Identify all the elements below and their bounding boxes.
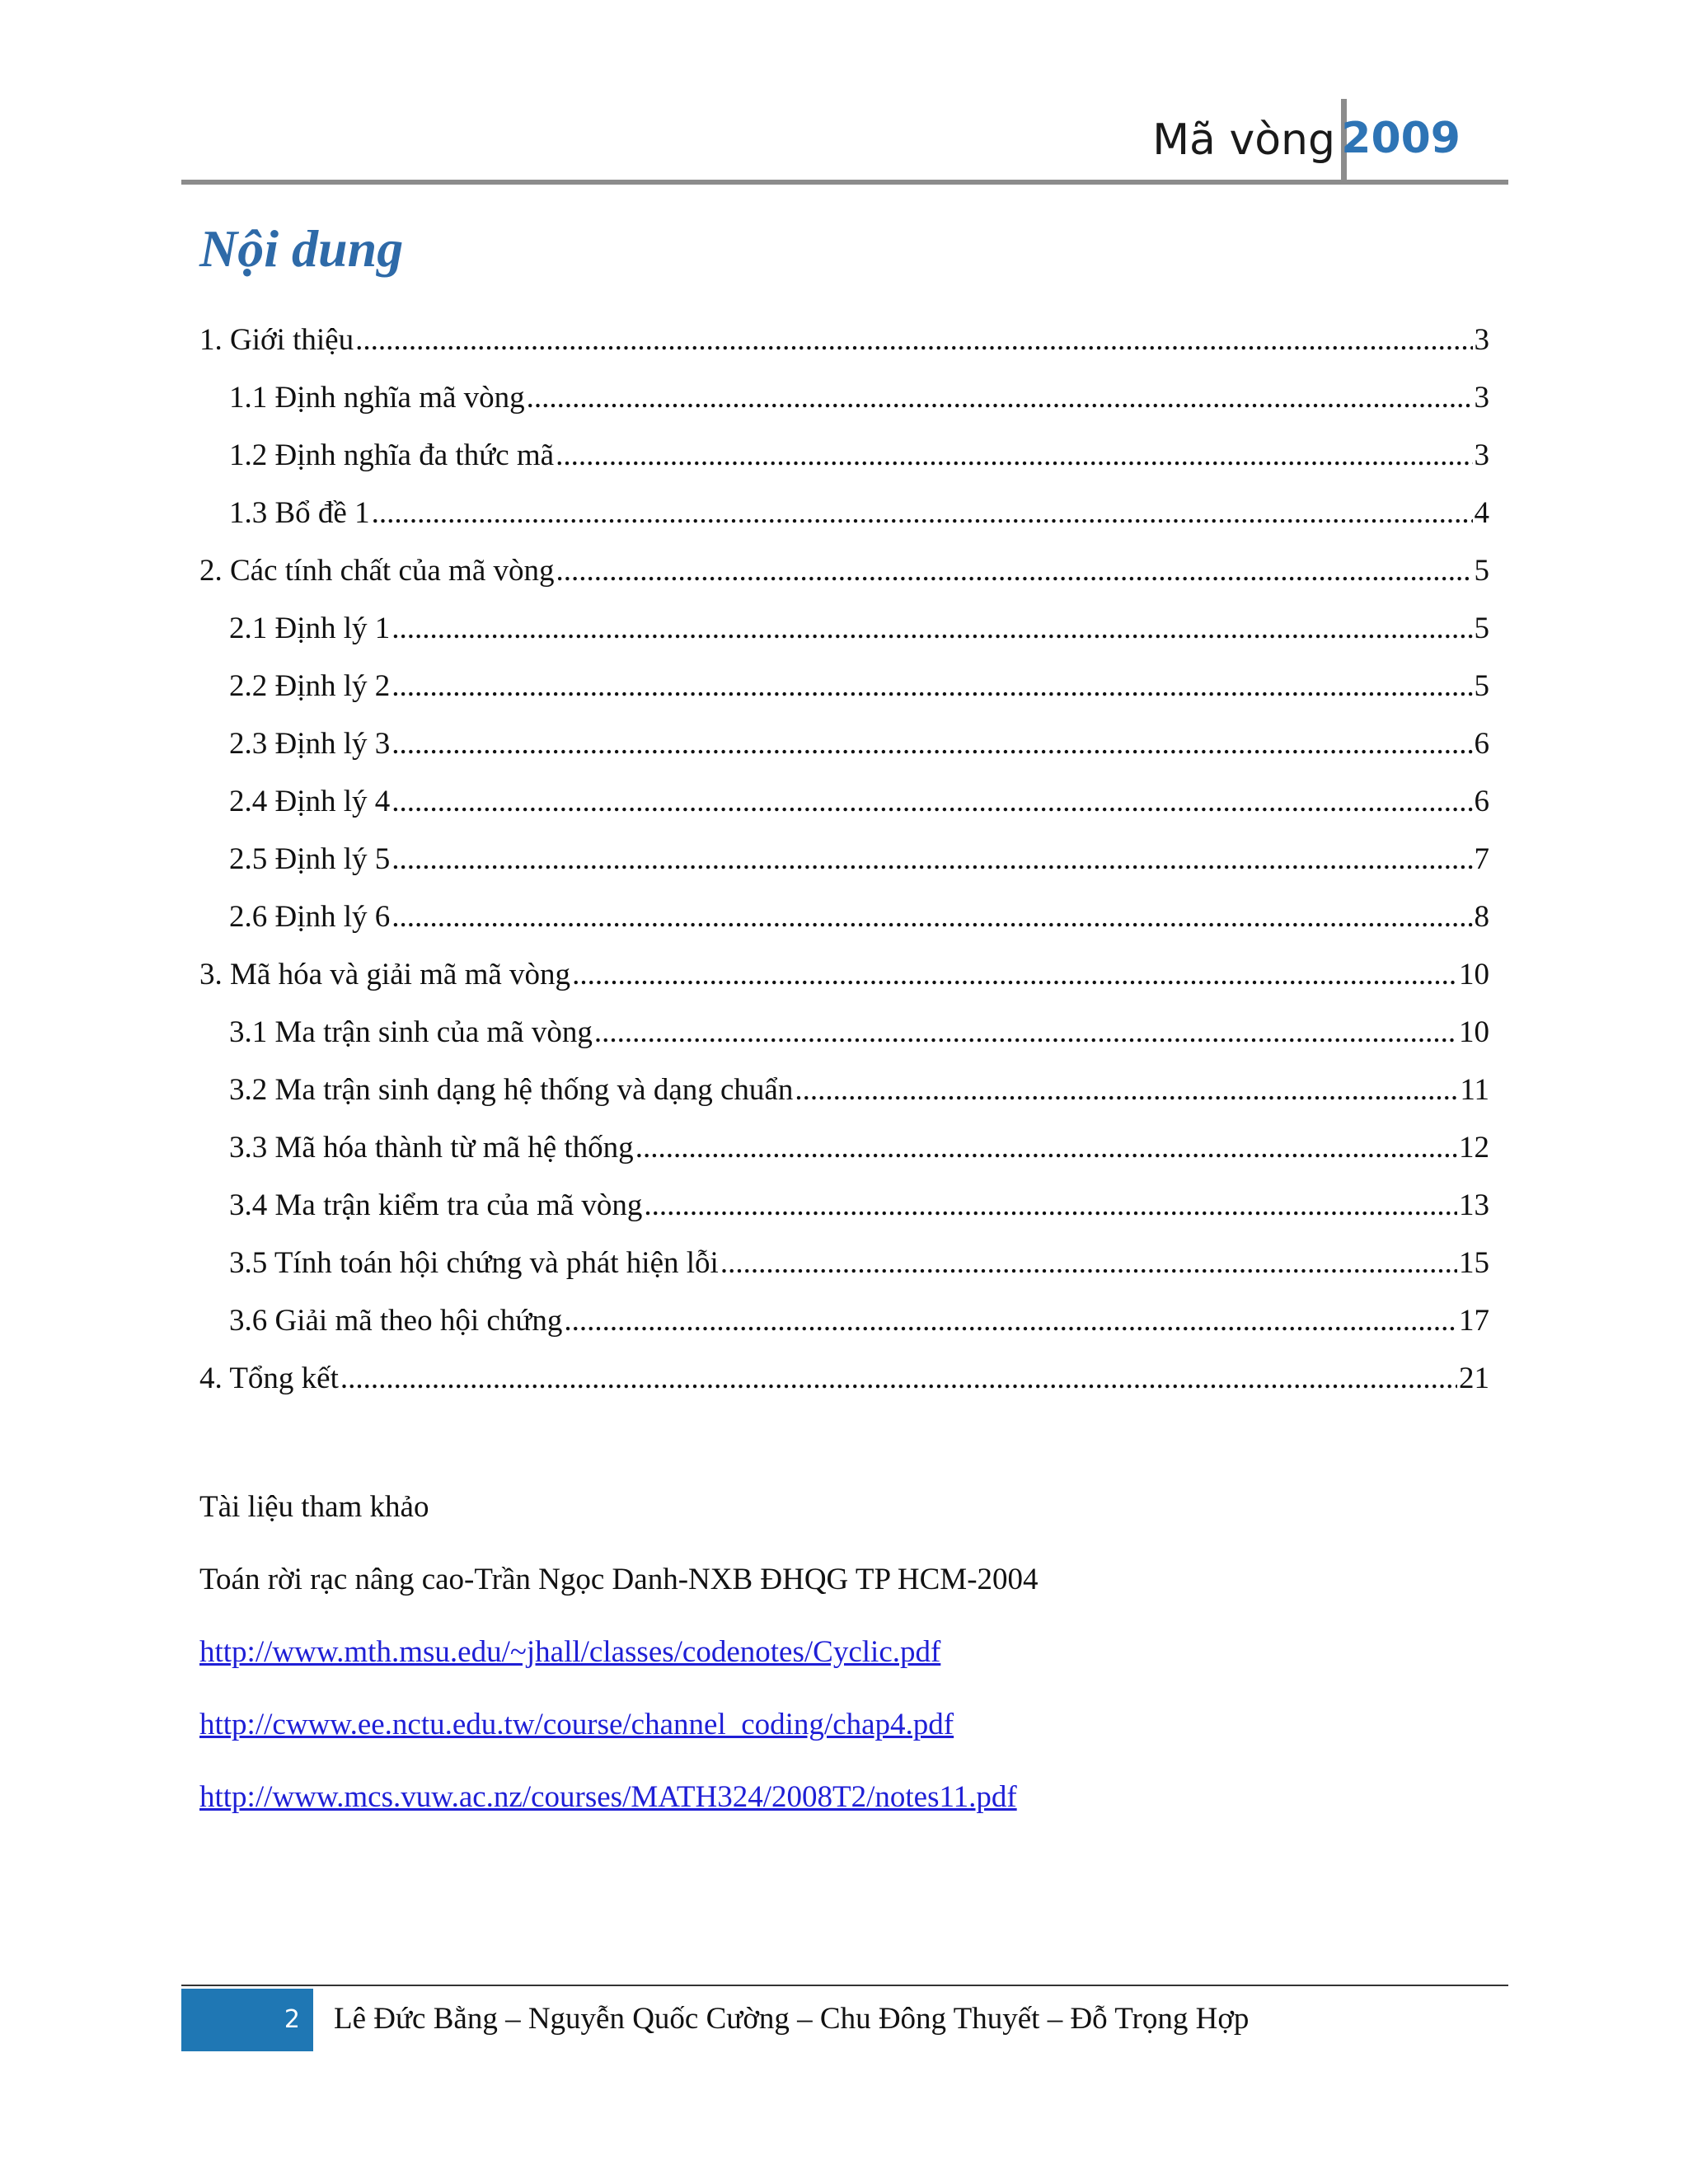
toc-entry-label: 2.1 Định lý 1 — [229, 612, 391, 645]
toc-entry[interactable] — [199, 485, 1489, 542]
toc-entry[interactable] — [199, 1062, 1489, 1119]
toc-entry-label: 3.4 Ma trận kiểm tra của mã vòng — [229, 1188, 643, 1222]
toc-entry-page: 15 — [1459, 1246, 1489, 1280]
table-of-contents — [199, 312, 1489, 1408]
toc-leader-dots — [340, 1350, 1457, 1408]
toc-entry-page: 21 — [1459, 1361, 1489, 1395]
toc-entry-page: 3 — [1474, 323, 1489, 357]
header-rule — [181, 180, 1508, 185]
toc-entry[interactable] — [199, 658, 1489, 715]
toc-entry[interactable] — [199, 1350, 1489, 1408]
toc-entry-label: 3.3 Mã hóa thành từ mã hệ thống — [229, 1131, 634, 1165]
toc-entry-page: 12 — [1459, 1131, 1489, 1165]
toc-entry-page: 5 — [1474, 554, 1489, 588]
toc-entry-label: 3.6 Giải mã theo hội chứng — [229, 1304, 563, 1338]
toc-leader-dots — [564, 1292, 1457, 1350]
toc-entry-page: 3 — [1474, 381, 1489, 415]
toc-entry-label: 2.2 Định lý 2 — [229, 669, 391, 703]
toc-entry-label: 1.3 Bổ đề 1 — [229, 496, 370, 530]
toc-leader-dots — [392, 658, 1472, 715]
toc-entry-label: 2.5 Định lý 5 — [229, 842, 391, 876]
toc-entry[interactable] — [199, 542, 1489, 600]
toc-entry-label: 1.2 Định nghĩa đa thức mã — [229, 438, 555, 472]
toc-entry-page: 3 — [1474, 438, 1489, 472]
toc-entry[interactable] — [199, 427, 1489, 485]
toc-entry-page: 6 — [1474, 785, 1489, 818]
toc-entry-page: 8 — [1474, 900, 1489, 934]
toc-leader-dots — [372, 485, 1473, 542]
toc-leader-dots — [635, 1119, 1457, 1177]
reference-link[interactable]: http://www.mcs.vuw.ac.nz/courses/MATH324/2008T2/notes11.pdf — [199, 1780, 1017, 1814]
toc-leader-dots — [795, 1062, 1458, 1119]
references-title: Tài liệu tham khảo — [199, 1490, 429, 1524]
toc-leader-dots — [594, 1004, 1457, 1062]
toc-entry[interactable] — [199, 1004, 1489, 1062]
footer-page-number: 2 — [284, 2005, 300, 2034]
toc-leader-dots — [392, 831, 1472, 888]
toc-entry-page: 5 — [1474, 669, 1489, 703]
toc-entry-page: 6 — [1474, 727, 1489, 761]
toc-leader-dots — [556, 542, 1473, 600]
toc-entry[interactable] — [199, 1292, 1489, 1350]
reference-book: Toán rời rạc nâng cao-Trần Ngọc Danh-NXB ĐHQG TP HCM-2004 — [199, 1563, 1039, 1596]
toc-entry-page: 10 — [1459, 958, 1489, 991]
toc-entry[interactable] — [199, 888, 1489, 946]
toc-entry-page: 11 — [1460, 1073, 1489, 1107]
header-title: Mã vòng — [1152, 115, 1335, 165]
footer-page-box — [181, 1989, 313, 2051]
reference-link[interactable]: http://cwww.ee.nctu.edu.tw/course/channel_coding/chap4.pdf — [199, 1708, 954, 1741]
toc-entry[interactable] — [199, 831, 1489, 888]
toc-entry[interactable] — [199, 1119, 1489, 1177]
toc-entry[interactable] — [199, 946, 1489, 1004]
references-section — [199, 1471, 1489, 1834]
toc-entry-page: 4 — [1474, 496, 1489, 530]
toc-entry-page: 13 — [1459, 1188, 1489, 1222]
reference-link[interactable]: http://www.mth.msu.edu/~jhall/classes/codenotes/Cyclic.pdf — [199, 1635, 941, 1669]
toc-entry-label: 2.6 Định lý 6 — [229, 900, 391, 934]
toc-entry-page: 7 — [1474, 842, 1489, 876]
toc-leader-dots — [572, 946, 1457, 1004]
header-year: 2009 — [1341, 114, 1461, 163]
toc-entry-label: 3.1 Ma trận sinh của mã vòng — [229, 1015, 593, 1049]
toc-entry-page: 10 — [1459, 1015, 1489, 1049]
toc-entry[interactable] — [199, 715, 1489, 773]
toc-leader-dots — [644, 1177, 1457, 1235]
toc-leader-dots — [392, 715, 1472, 773]
toc-entry-label: 1. Giới thiệu — [199, 323, 354, 357]
toc-entry-label: 2.4 Định lý 4 — [229, 785, 391, 818]
toc-entry-label: 1.1 Định nghĩa mã vòng — [229, 381, 525, 415]
toc-entry-label: 3.2 Ma trận sinh dạng hệ thống và dạng chuẩn — [229, 1073, 794, 1107]
toc-leader-dots — [392, 773, 1472, 831]
toc-entry-label: 4. Tổng kết — [199, 1361, 339, 1395]
toc-heading: Nội dung — [199, 219, 404, 278]
toc-entry-label: 2. Các tính chất của mã vòng — [199, 554, 555, 588]
toc-entry[interactable] — [199, 600, 1489, 658]
toc-leader-dots — [355, 312, 1472, 369]
toc-entry[interactable] — [199, 1177, 1489, 1235]
toc-entry-page: 5 — [1474, 612, 1489, 645]
toc-leader-dots — [527, 369, 1473, 427]
toc-entry[interactable] — [199, 1235, 1489, 1292]
toc-entry[interactable] — [199, 773, 1489, 831]
toc-leader-dots — [392, 888, 1472, 946]
toc-entry-label: 3. Mã hóa và giải mã mã vòng — [199, 958, 571, 991]
footer-authors: Lê Đức Bằng – Nguyễn Quốc Cường – Chu Đông Thuyết – Đỗ Trọng Hợp — [334, 2002, 1250, 2036]
page-header — [181, 97, 1508, 185]
toc-leader-dots — [720, 1235, 1457, 1292]
toc-leader-dots — [556, 427, 1472, 485]
toc-entry[interactable] — [199, 312, 1489, 369]
toc-entry-label: 3.5 Tính toán hội chứng và phát hiện lỗi — [229, 1246, 719, 1280]
toc-entry-label: 2.3 Định lý 3 — [229, 727, 391, 761]
toc-leader-dots — [392, 600, 1472, 658]
toc-entry-page: 17 — [1459, 1304, 1489, 1338]
footer-rule — [181, 1985, 1508, 1986]
toc-entry[interactable] — [199, 369, 1489, 427]
